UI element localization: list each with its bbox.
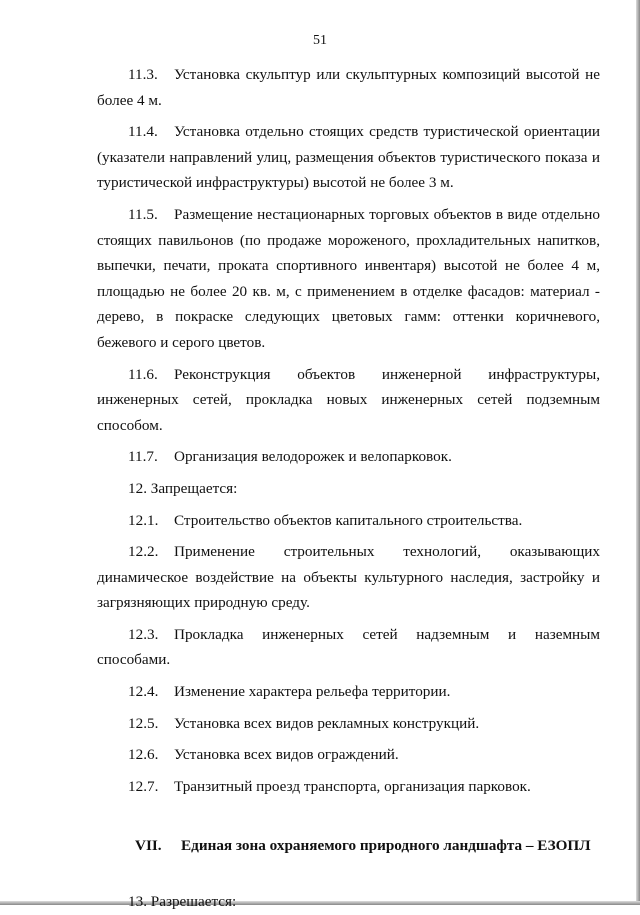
section-title: Единая зона охраняемого природного ландшафта – ЕЗОПЛ [181, 837, 591, 855]
section-heading [97, 833, 600, 859]
item-text: Прокладка инженерных сетей надземным и наземным способами. [97, 625, 600, 669]
list-item [97, 622, 600, 673]
list-item [97, 444, 600, 470]
list-item [97, 742, 600, 768]
item-text: Установка всех видов ограждений. [174, 746, 399, 764]
page-number: 51 [313, 33, 327, 48]
item-text: Изменение характера рельефа территории. [174, 683, 451, 701]
item-text: Строительство объектов капитального строительства. [174, 511, 523, 529]
item-number: 11.6. [128, 365, 158, 383]
list-item [97, 711, 600, 737]
item-number: 11.4. [128, 123, 158, 141]
item-number: 12.1. [128, 511, 159, 529]
page-edge-shadow [636, 0, 640, 905]
list-item [97, 539, 600, 616]
item-number: 11.7. [128, 448, 158, 466]
section-number: VII. [135, 837, 162, 855]
item-number: 11.5. [128, 205, 158, 223]
item-text: Реконструкция объектов инженерной инфраструктуры, инженерных сетей, прокладка новых инженерных сетей подземным способом. [97, 365, 600, 434]
item-text: Организация велодорожек и велопарковок. [174, 448, 452, 466]
list-item [97, 679, 600, 705]
item-number: 11.3. [128, 66, 158, 83]
item-text: Установка всех видов рекламных конструкций. [174, 714, 480, 732]
item-text: Установка скульптур или скульптурных композиций высотой не более 4 м. [97, 66, 600, 109]
item-number: 12.6. [128, 746, 159, 764]
list-item [97, 362, 600, 439]
item-text: 12. Запрещается: [128, 479, 238, 497]
list-heading [97, 476, 600, 502]
list-item [97, 202, 600, 356]
item-text: Транзитный проезд транспорта, организация парковок. [174, 777, 531, 795]
document-body [97, 62, 600, 915]
item-text: Установка отдельно стоящих средств туристической ориентации (указатели направлений улиц, размещения объектов туристического показа и туристической инфраструктуры) высотой не более 3 м. [97, 123, 600, 192]
item-number: 12.4. [128, 683, 159, 701]
item-number: 12.2. [128, 543, 159, 561]
list-item [97, 119, 600, 196]
item-number: 12.3. [128, 625, 159, 643]
item-text: Применение строительных технологий, оказывающих динамическое воздействие на объекты культурного наследия, застройку и загрязняющих природную среду. [97, 543, 600, 612]
list-item [97, 774, 600, 800]
list-item [97, 508, 600, 534]
item-number: 12.7. [128, 777, 159, 795]
list-item [97, 62, 600, 113]
item-text: Размещение нестационарных торговых объектов в виде отдельно стоящих павильонов (по продаже мороженого, прохладительных напитков, выпечки, печати, проката спортивного инвентаря) высотой не более 4 м, площадью не более 20 кв. м, с применением в отделке фасадов: материал - дерево, в покраске следующих цветовых гамм: оттенки коричневого, бежевого и серого цветов. [97, 205, 600, 351]
item-number: 12.5. [128, 714, 159, 732]
subsection-label: 13. Разрешается: [128, 893, 237, 911]
